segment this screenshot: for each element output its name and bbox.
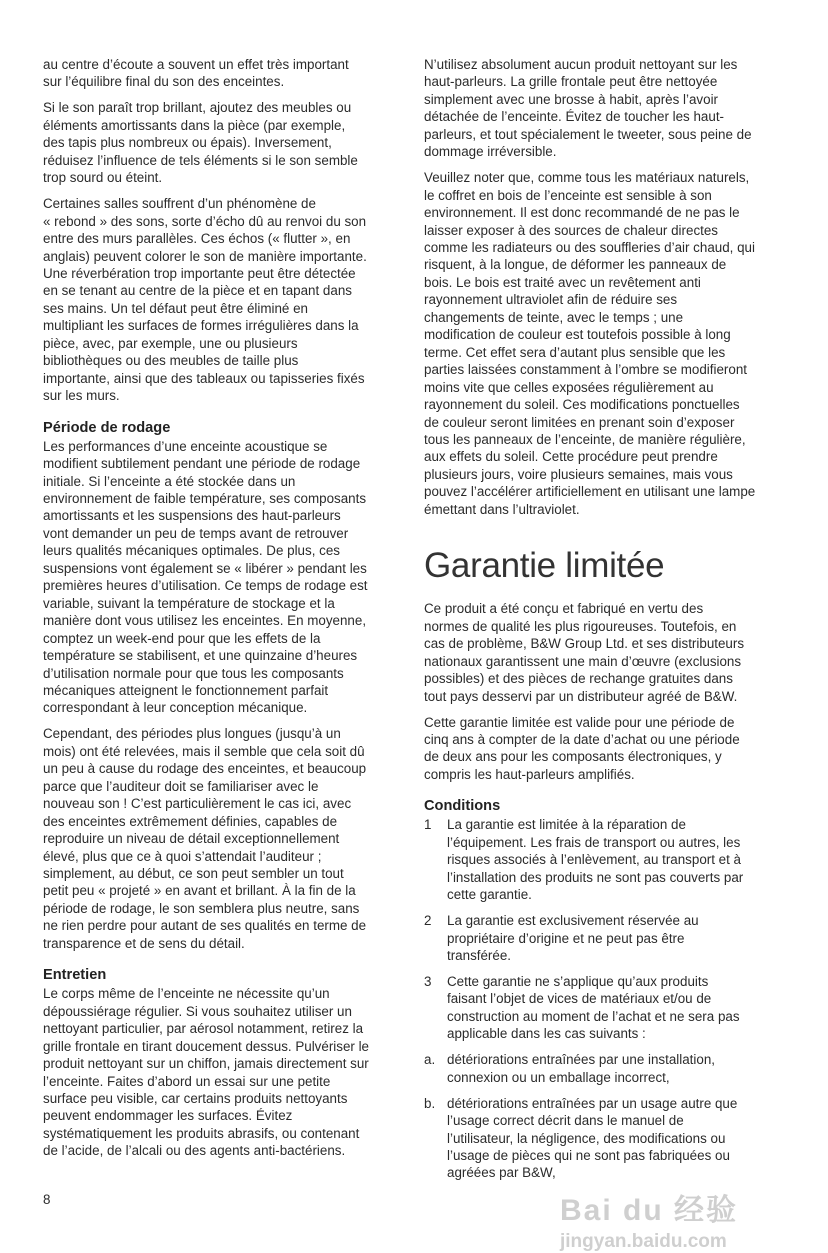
paragraph: Certaines salles souffrent d’un phénomène de « rebond » des sons, sorte d’écho dû au renvoi du son entre des murs parallèles. Ces échos (« flutter », en anglais) peuvent colorer le son de manière importante. Une réverbération trop importante peut être détectée en se tenant au centre de la pièce et en tapant dans ses mains. Un tel défaut peut être éliminé en multipliant les surfaces de formes irrégulières dans la pièce, avec, par exemple, une ou plusieurs bibliothèques ou des meubles de taille plus importante, ainsi que des tableaux ou tapisseries fixés sur les murs.	[43, 196, 367, 404]
section-heading-conditions: Conditions	[424, 798, 501, 815]
watermark	[560, 1195, 738, 1253]
right-column	[424, 56, 794, 1190]
list-item	[424, 816, 794, 903]
paragraph: Veuillez noter que, comme tous les matériaux naturels, le coffret en bois de l’enceinte est sensible à son environnement. Il est donc recommandé de ne pas le laisser exposer à des sources de chaleur directes comme les radiateurs ou des souffleries d’air chaud, qui risquent, à la longue, de déformer les panneaux de bois. Le bois est traité avec un revêtement anti rayonnement ultraviolet afin de réduire ses changements de teinte, avec le temps ; une modification de couleur est toutefois possible à long terme. Cet effet sera d’autant plus sensible que les parties laissées constamment à l’ombre se modifieront moins vite que celles exposées régulièrement au rayonnement du soleil. Ces modifications ponctuelles de couleur seront limitées en prenant soin d’exposer tous les panneaux de l’enceinte, de manière régulière, aux effets du soleil. Cette procédure peut prendre plusieurs jours, voire plusieurs semaines, mais vous pouvez l’accélérer artificiellement en utilisant une lampe émettant dans l’ultraviolet.	[424, 170, 756, 517]
list-text: La garantie est limitée à la réparation de l’équipement. Les frais de transport ou autres, les risques associés à l’enlèvement, au transport et à l’installation des produits ne sont pas couverts par cette garantie.	[447, 817, 744, 903]
watermark-logo: Bai du 经验	[560, 1194, 739, 1227]
list-text: La garantie est exclusivement réservée au propriétaire d’origine et ne peut pas être transférée.	[447, 913, 699, 963]
page-number: 8	[43, 1192, 51, 1207]
section-heading-entretien: Entretien	[43, 967, 107, 984]
paragraph: Cette garantie limitée est valide pour une période de cinq ans à compter de la date d’achat ou une période de deux ans pour les composants électroniques, y compris les haut-parleurs amplifiés.	[424, 714, 740, 782]
paragraph: Cependant, des périodes plus longues (jusqu’à un mois) ont été relevées, mais il semble que cela soit dû un peu à cause du rodage des enceintes, et beaucoup parce que l’auditeur doit se familiariser avec le nouveau son ! C’est particulièrement le cas ici, avec des enceintes extrêmement définies, capables de reproduire un niveau de détail exceptionnellement élevé, plus que ce à quoi s’attendait l’auditeur ; simplement, au début, ce son peut sembler un tout petit peu « projeté » en avant et brillant. À la fin de la période de rodage, le son semblera plus neutre, sans ne rien perdre pour autant de ses qualités en terme de transparence et de sens du détail.	[43, 726, 367, 951]
list-item	[424, 912, 794, 964]
paragraph: Les performances d’une enceinte acoustique se modifient subtilement pendant une période de rodage initiale. Si l’enceinte a été stockée dans un environnement de faible température, ses composants amortissants et les suspensions des haut-parleurs vont demander un peu de temps avant de retrouver leurs qualités mécaniques optimales. De plus, ces suspensions vont également se « libérer » pendant les premières heures d’utilisation. Ce temps de rodage est variable, suivant la température de stockage et la manière dont vous utilisez les enceintes. En moyenne, comptez un week-end pour que les effets de la température se stabilisent, et une quinzaine d’heures d’utilisation normale pour que tous les composants mécaniques atteignent le fonctionnement parfait correspondant à leur conception mécanique.	[43, 438, 368, 716]
list-text: Cette garantie ne s’applique qu’aux produits faisant l’objet de vices de matériaux et/ou de construction au moment de l’achat et ne sera pas applicable dans les cas suivants :	[447, 973, 740, 1042]
list-item	[424, 973, 794, 1043]
list-marker: 3	[424, 973, 432, 989]
list-marker: 1	[424, 817, 432, 833]
paragraph: Si le son paraît trop brillant, ajoutez des meubles ou éléments amortissants dans la pièce (par exemple, des tapis plus nombreux ou épais). Inversement, réduisez l’influence de tels éléments si le son semble trop sourd ou éteint.	[43, 100, 358, 186]
watermark-url: jingyan.baidu.com	[560, 1231, 727, 1252]
list-marker: a.	[424, 1052, 436, 1068]
left-column	[43, 56, 413, 1168]
list-item	[424, 1095, 794, 1182]
page-title: Garantie limitée	[424, 546, 665, 586]
paragraph: Le corps même de l’enceinte ne nécessite qu’un dépoussiérage régulier. Si vous souhaitez utiliser un nettoyant particulier, par aérosol notamment, retirez la grille frontale en tirant doucement dessus. Pulvériser le produit nettoyant sur un chiffon, jamais directement sur l’enceinte. Faites d’abord un essai sur une petite surface peu visible, car certains produits nettoyants peuvent endommager les surfaces. Évitez systématiquement les produits abrasifs, ou contenant de l’acide, de l’alcali ou des agents anti-bactériens.	[43, 986, 370, 1159]
list-marker: 2	[424, 913, 432, 929]
list-text: détériorations entraînées par une installation, connexion ou un emballage incorrect,	[447, 1052, 715, 1085]
paragraph: Ce produit a été conçu et fabriqué en vertu des normes de qualité les plus rigoureuses. Toutefois, en cas de problème, B&W Group Ltd. et ses distributeurs nationaux garantissent une main d’œuvre (exclusions possibles) et des pièces de rechange gratuites dans tout pays desservi par un distributeur agréé de B&W.	[424, 601, 745, 704]
paragraph: au centre d’écoute a souvent un effet très important sur l’équilibre final du son des enceintes.	[43, 57, 349, 90]
list-marker: b.	[424, 1095, 436, 1111]
list-text: détériorations entraînées par un usage autre que l’usage correct décrit dans le manuel de l’utilisateur, la négligence, des modifications ou l’usage de pièces qui ne sont pas fabriquées ou agréées par B&W,	[447, 1095, 738, 1181]
section-heading-rodage: Période de rodage	[43, 419, 171, 436]
list-item	[424, 1051, 794, 1086]
paragraph: N’utilisez absolument aucun produit nettoyant sur les haut-parleurs. La grille frontale peut être nettoyée simplement avec une brosse à habit, après l’avoir détachée de l’enceinte. Évitez de toucher les haut- parleurs, et tout spécialement le tweeter, sous peine de dommage irréversible.	[424, 57, 752, 160]
